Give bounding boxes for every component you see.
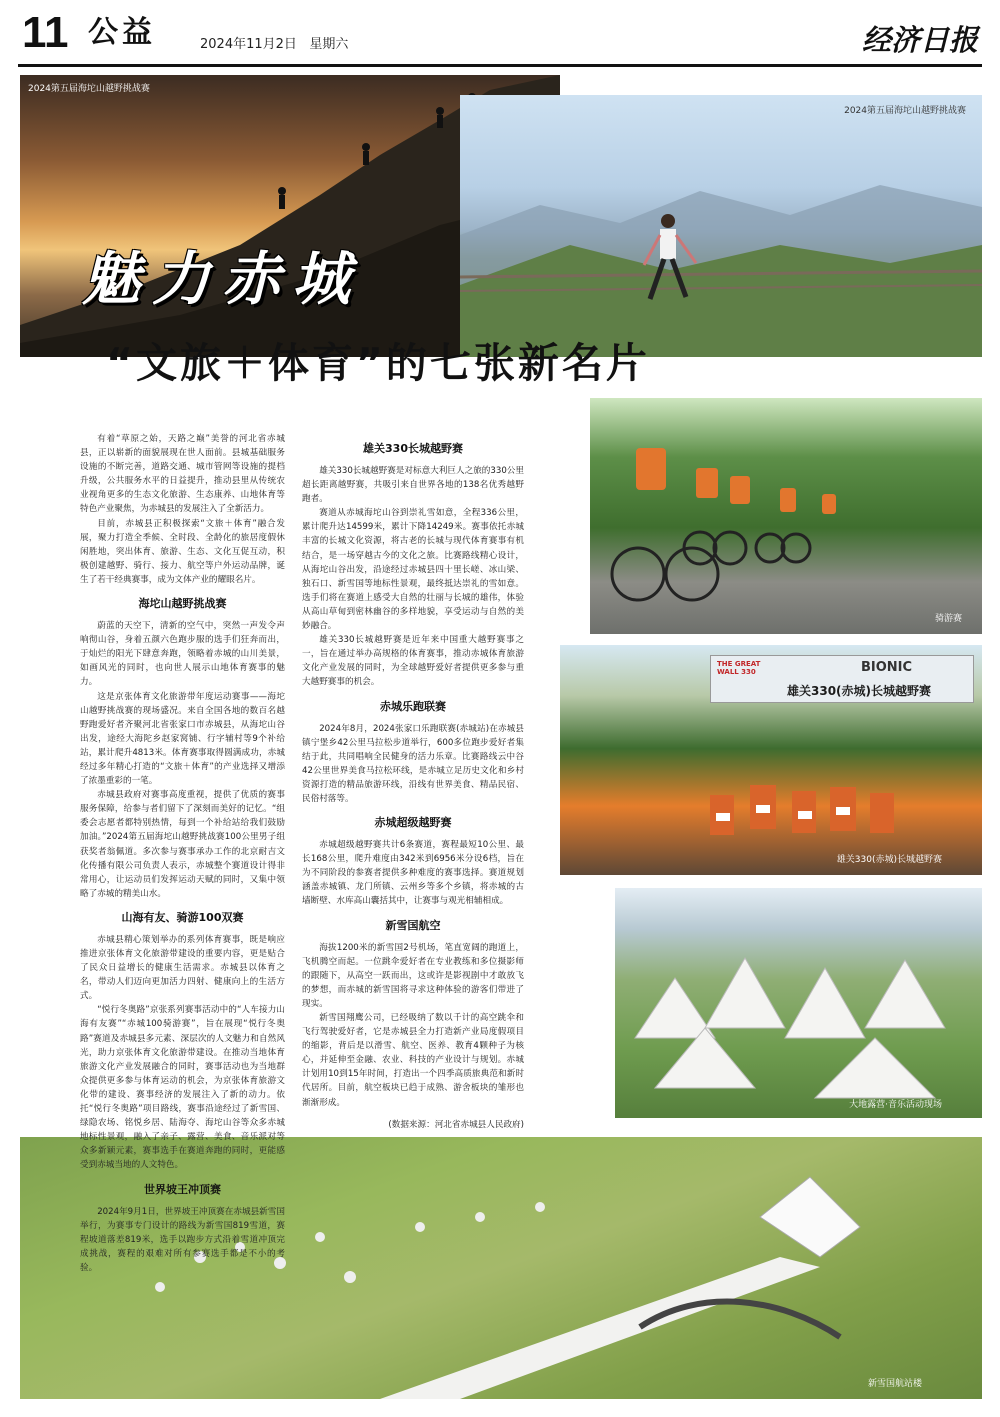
bike-caption: 骑游赛: [934, 614, 962, 624]
body-paragraph: 2024年9月1日，世界坡王冲顶赛在赤城县新雪国举行，为赛事专门设计的路线为新雪国819雪道，赛程坡道落差819米，选手以跑步方式沿着雪道冲顶完成挑战，赛程的艰难对所有参赛选手都是不小的考验。: [80, 1206, 285, 1273]
weekday-text: 星期六: [309, 37, 349, 52]
section-title: 赤城乐跑联赛: [380, 699, 446, 713]
section-title: 世界坡王冲顶赛: [144, 1182, 221, 1196]
section-title: 新雪国航空: [385, 918, 441, 932]
date-text: 2024年11月2日: [200, 37, 297, 52]
body-paragraph: 蔚蓝的天空下，清新的空气中，突然一声发令声响彻山谷，身着五颜六色跑步服的选手们狂奔而出，于灿烂的阳光下肆意奔跑，领略着赤城的山川美景，如画风光的同时，也向世人展示山地体育赛事的魅力。: [80, 621, 285, 688]
race-banner-top: THE GREAT WALL 330: [717, 660, 761, 676]
tents-caption: 大地露营·音乐活动现场: [849, 1100, 942, 1110]
tents-scene: [615, 888, 982, 1118]
body-paragraph: 雄关330长城越野赛是近年来中国重大越野赛事之一，旨在通过举办高规格的体育赛事，推动赤城体育旅游文化产业发展的同时，为全球越野爱好者提供更多参与重大越野赛事的机会。: [302, 635, 524, 688]
body-paragraph: 赤城县政府对赛事高度重视，提供了优质的赛事服务保障，给参与者们留下了深刻而美好的记忆。“组委会志愿者都特别热情，每到一个补给站给我们鼓励加油。”2024第五届海坨山越野挑战赛100公里男子组获奖者翁佩道。多次参与赛事承办工作的北京耐吉文化传播有限公司负责人表示，赤城整个赛道设计得非常用心，让运动员们发挥运动天赋的同时，又集中领略了赤城的精美山水。: [80, 790, 285, 899]
section-name: 公益: [88, 15, 156, 50]
photo-cycling: [590, 398, 982, 634]
body-paragraph: 赛道从赤城海坨山谷到崇礼雪如意，全程336公里，累计爬升达14599米，累计下降14249米。赛事依托赤城丰富的长城文化资源，将古老的长城与现代体育赛事有机结合，是一场穿越古今的文化之旅。比赛路线精心设计，从海坨山谷出发，沿途经过赤城县四十里长嵯、冰山梁、独石口、新雪国等地标性景观，最终抵达崇礼的雪如意。选手们将在赛道上感受大自然的壮丽与长城的雄伟，体验从高山草甸到密林幽谷的多样地貌，享受运动与自然的美妙融合。: [302, 508, 524, 632]
article-column-middle: [302, 432, 524, 1132]
intro-paragraph: 目前，赤城县正积极探索“文旅＋体育”融合发展，聚力打造全季候、全时段、全龄化的旅居度假休闲胜地，突出体育、旅游、生态、文化互促互动，积极创建越野、骑行、接力、航空等户外运动品牌，诞生了若干经典赛事，成为文体产业的耀眼名片。: [80, 518, 285, 585]
page-number: 11: [22, 8, 69, 57]
runners-crowd: [560, 645, 982, 875]
hero-right-caption: 2024第五届海坨山越野挑战赛: [844, 106, 966, 116]
hero-left-caption: 2024第五届海坨山越野挑战赛: [28, 84, 150, 94]
cyclists-scene: [590, 398, 982, 634]
race-banner-brand: BIONIC: [861, 660, 913, 675]
race-banner-title: 雄关330(赤城)长城越野赛: [787, 684, 932, 698]
issue-date: [200, 33, 348, 52]
intro-paragraph: 有着“草原之始，天路之巅”美誉的河北省赤城县，正以崭新的面貌展现在世人面前。县城基础服务设施的不断完善，道路交通、城市管网等设施的提档升级，公共服务水平的日益提升，推动县里从传统农业视角更多的生态文化旅游、生态康养、山地体育等特色产业聚焦，为赤城县的发展注入了全新活力。: [80, 434, 285, 515]
body-paragraph: 海拔1200米的新雪国2号机场，笔直宽阔的跑道上，飞机腾空而起。一位跳伞爱好者在专业教练和多位摄影师的跟随下，从高空一跃而出，这或许是影视剧中才敢放飞的梦想，而赤城的新雪国将寻求这种体验的游客们带进了现实。: [302, 942, 524, 1009]
mountain-landscape: [460, 95, 982, 357]
body-paragraph: 雄关330长城越野赛是对标意大利巨人之旅的330公里超长距离越野赛，共吸引来自世界各地的138名优秀越野跑者。: [302, 466, 524, 505]
data-source: (数据来源：河北省赤城县人民政府): [388, 1119, 524, 1130]
body-paragraph: 赤城县精心策划举办的系列体育赛事，既是响应推进京张体育文化旅游带建设的重要内容，更是贴合了民众日益增长的健康生活需求。赤城县以体育之名，带动人们迈向更加活力四射、健康向上的生活方式。: [80, 934, 285, 1002]
body-paragraph: 2024年8月，2024张家口乐跑联赛(赤城站)在赤城县镇宁堡乡42公里马拉松步道举行，600多位跑步爱好者集结于此，共同唱响全民健身的活力乐章。比赛路线云中谷42公里世界美食马拉松环线，是赤城立足历史文化和乡村资源打造的精品旅游环线，沿线有世界美食、精品民宿、民俗村落等。: [302, 723, 524, 804]
photo-great-wall-race: [560, 645, 982, 875]
section-title: 赤城超级越野赛: [374, 816, 452, 830]
body-paragraph: 这是京张体育文化旅游带年度运动赛事——海坨山越野挑战赛的现场盛况。来自全国各地的数百名越野跑爱好者齐聚河北省张家口市赤城县，从海坨山谷出发，途经大海陀乡赵家窝铺、行字辅村等9个补给站，累计爬升4813米。体育赛事取得圆满成功，赤城经过多年精心打造的“文旅＋体育”的产业选择又增添了浓墨重彩的一笔。: [80, 691, 285, 787]
section-title: 山海有友、骑游100双赛: [121, 910, 244, 924]
section-title: 雄关330长城越野赛: [363, 442, 463, 455]
body-paragraph: 新雪国翔鹰公司，已经吸纳了数以千计的高空跳伞和飞行驾驶爱好者，它是赤城县全力打造新产业局度假项目的缩影，背后是以滑雪、航空、医养、教育4颗种子为核心，并延伸至金融、农业、科技的产业设计与规划。赤城计划用10到15年时间，打造出一个四季高质旅典范和新时代居所。目前，航空板块已趋于成熟、游舍板块的雏形也渐渐形成。: [302, 1013, 524, 1108]
body-paragraph: “悦行冬奥路”京张系列赛事活动中的“人车接力山海有友赛”“赤城100骑游赛”，旨在展现“悦行冬奥路”赛道及赤城县多元素、深层次的人文魅力和自然风光，助力京张体育文化旅游带建设。在推动当地体育旅游文化产业发展融合的同时，赛事活动也为当地群众提供更多参与体育运动的机会，为京张体育旅游文化带的建设、赛事经济的发展注入了新的动力。依托“悦行冬奥路”项目路线，赛事沿途经过了新雪国、绿隐农场、铭悦乡居、陆海夺、海坨山谷等众多赤城地标性景观，融入了亲子、露营、美食、音乐派对等众多新颖元素，赛事选手在赛道奔跑的同时，更能感受到赤城当地的人文特色。: [80, 1005, 285, 1171]
hero-photo-runner: [460, 95, 982, 357]
photo-camping: [615, 888, 982, 1118]
header-rule: [18, 64, 982, 67]
body-paragraph: 赤城超级越野赛共计6条赛道，赛程最短10公里、最长168公里，爬升难度由342米到6956米分设6档，旨在为不同阶段的参赛者提供多种难度的赛事选择。赛道规划涵盖赤城镇、龙门所镇、云州乡等多个乡镇，将赤城的古墙断壁、水库高山囊括其中，让赛事与观光相辅相成。: [302, 840, 524, 907]
race-caption: 雄关330(赤城)长城越野赛: [836, 855, 942, 865]
headline-main: 魅力赤城: [82, 245, 363, 313]
section-title: 海坨山越野挑战赛: [138, 597, 227, 611]
article-column-left: [80, 432, 285, 1275]
masthead-logo: 经济日报: [862, 23, 979, 57]
headline-sub: “文旅＋体育”的七张新名片: [106, 339, 650, 387]
aerial-caption: 新雪国航站楼: [867, 1379, 922, 1389]
